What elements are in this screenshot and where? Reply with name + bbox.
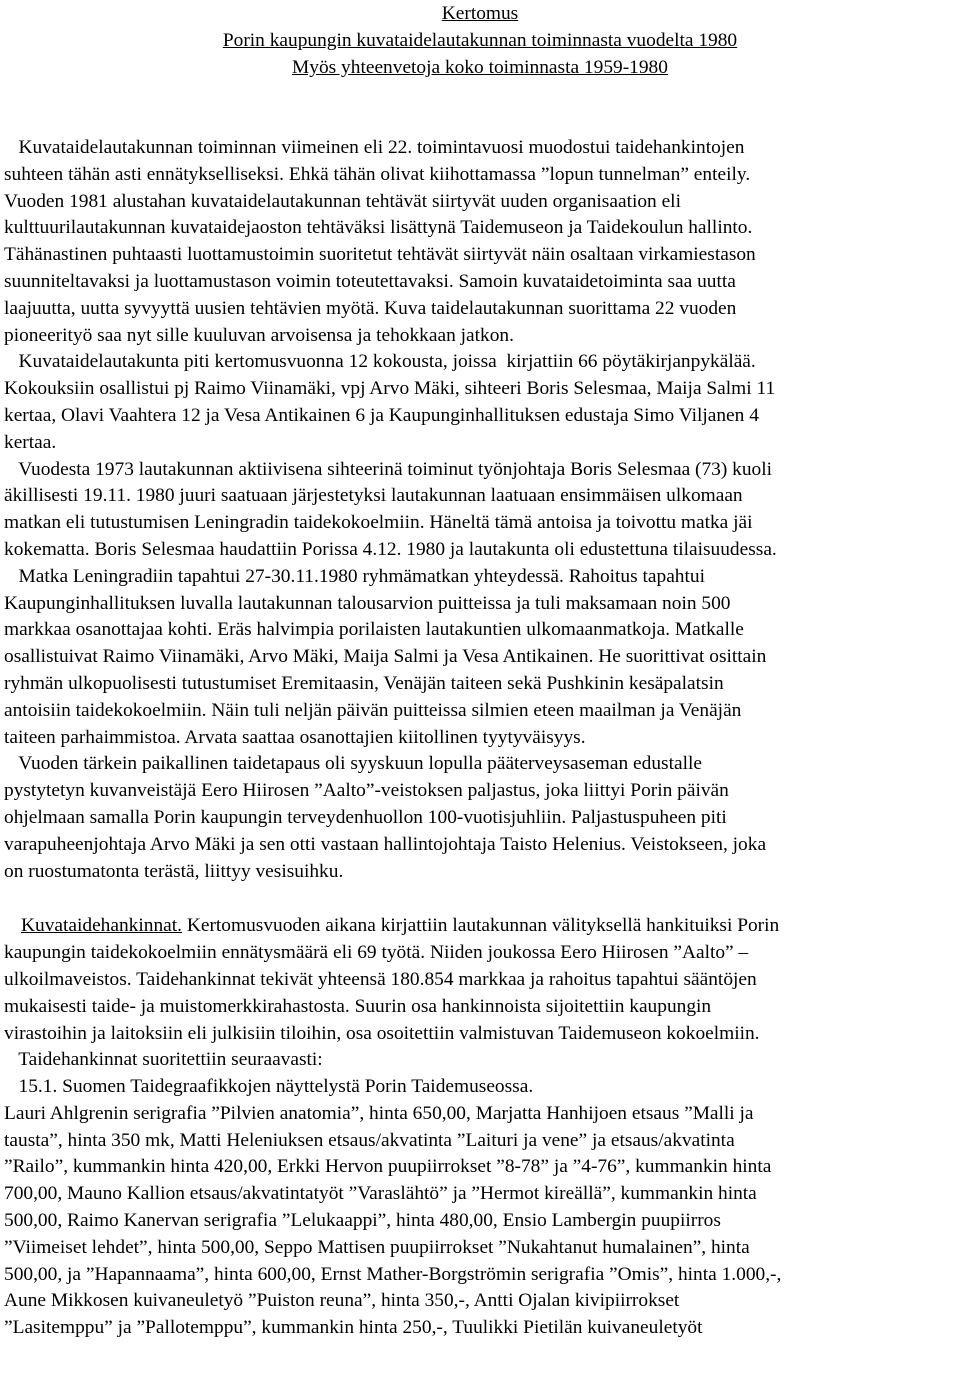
document-heading [4,0,956,81]
body-text-line: pioneerityö saa nyt sille kuuluvan arvoisensa ja tehokkaan jatkon. [4,324,514,346]
report-subtitle-2: Myös yhteenvetoja koko toiminnasta 1959-1980 [292,57,668,78]
body-text-line: Tähänastinen puhtaasti luottamustoimin suoritetut tehtävät siirtyvät näin osaltaan virkamiestason [4,244,756,266]
body-text-line: Kuvataidelautakunnan toiminnan viimeinen eli 22. toimintavuosi muodostui taidehankintojen [4,137,745,158]
section-text-line: Taidehankinnat suoritettiin seuraavasti: [4,1049,323,1071]
body-text-line: varapuheenjohtaja Arvo Mäki ja sen otti vastaan hallintojohtaja Taisto Helenius. Veistokseen, joka [4,833,767,855]
body-text-line: kulttuurilautakunnan kuvataidejaoston tehtäväksi lisättynä Taidemuseon ja Taidekoulun hallinto. [4,217,753,239]
body-text-line: taiteen parhaimmistoa. Arvata saattaa osanottajien kiitollinen tyytyväisyys. [4,726,586,748]
body-text-line: antoisiin taidekokoelmiin. Näin tuli neljän päivän puitteissa silmien eteen maailman ja Venäjän [4,699,742,721]
section-text-line: ”Railo”, kummankin hinta 420,00, Erkki Hervon puupiirrokset ”8-78” ja ”4-76”, kummankin hinta [4,1156,772,1178]
body-text-line: kokematta. Boris Selesmaa haudattiin Porissa 4.12. 1980 ja lautakunta oli edustettuna tilaisuudessa. [4,538,777,560]
section-text-line: ”Viimeiset lehdet”, hinta 500,00, Seppo Mattisen puupiirrokset ”Nukahtanut humalainen”, hinta [4,1236,750,1258]
body-text-line: Vuoden tärkein paikallinen taidetapaus oli syyskuun lopulla pääterveysaseman edustalle [4,753,702,775]
section-text-line: kaupungin taidekokoelmiin ennätysmäärä eli 69 työtä. Niiden joukossa Eero Hiirosen ”Aalto” – [4,942,749,964]
body-text-line: on ruostumatonta terästä, liittyy vesisuihku. [4,860,344,882]
acquisitions-section [4,913,956,1342]
section-text-line: tausta”, hinta 350 mk, Matti Heleniuksen etsaus/akvatinta ”Laituri ja vene” ja etsaus/akvatinta [4,1129,735,1151]
body-text-line: markkaa osanottajaa kohti. Eräs halvimpia porilaisten lautakuntien ulkomaanmatkoja. Matkalle [4,619,744,641]
section-text-line: 500,00, ja ”Hapannaama”, hinta 600,00, Ernst Mather-Borgströmin serigrafia ”Omis”, hinta 1.000,-, [4,1263,782,1285]
body-text-line: suunniteltavaksi ja luottamustason voimin toteutettavaksi. Samoin kuvataidetoiminta saa uutta [4,270,736,292]
body-text-line: ryhmän ulkopuolisesti tutustumiset Eremitaasin, Venäjän taiteen sekä Pushkinin kesäpalatsin [4,672,724,694]
section-text-line: mukaisesti taide- ja muistomerkkirahastosta. Suurin osa hankinnoista sijoitettiin kaupungin [4,995,712,1017]
body-text-line: pystytetyn kuvanveistäjä Eero Hiirosen ”Aalto”-veistoksen paljastus, joka liittyi Porin päivän [4,780,729,802]
section-text-line: Aune Mikkosen kuivaneuletyö ”Puiston reuna”, hinta 350,-, Antti Ojalan kivipiirrokset [4,1290,680,1312]
body-text-line: Vuoden 1981 alustahan kuvataidelautakunnan tehtävät siirtyvät uuden organisaation eli [4,190,681,212]
section-first-line-text: Kertomusvuoden aikana kirjattiin lautakunnan välityksellä hankituiksi Porin [182,915,780,937]
body-text-line: Kokouksiin osallistui pj Raimo Viinamäki, vpj Arvo Mäki, sihteeri Boris Selesmaa, Maija Salmi 11 [4,378,776,400]
body-text-line: kertaa, Olavi Vaahtera 12 ja Vesa Antikainen 6 ja Kaupunginhallituksen edustaja Simo Viljanen 4 [4,404,759,426]
section-text-line: 15.1. Suomen Taidegraafikkojen näyttelystä Porin Taidemuseossa. [4,1076,534,1098]
body-text-line: Kaupunginhallituksen luvalla lautakunnan talousarvion puitteissa ja tuli maksamaan noin 500 [4,592,731,614]
section-text-line: Lauri Ahlgrenin serigrafia ”Pilvien anatomia”, hinta 650,00, Marjatta Hanhijoen etsaus ”Malli ja [4,1102,754,1124]
body-text-line: suhteen tähän asti ennätykselliseksi. Ehkä tähän olivat kiihottamassa ”lopun tunnelman” enteily. [4,163,751,185]
section-text-line: virastoihin ja laitoksiin eli julkisiin tiloihin, osa osoitettiin valmistuvan Taidemuseon kokoelmiin. [4,1022,760,1044]
document-page [4,0,956,1342]
section-text-line: 500,00, Raimo Kanervan serigrafia ”Lelukaappi”, hinta 480,00, Ensio Lambergin puupiirros [4,1210,721,1232]
body-text-line: Kuvataidelautakunta piti kertomusvuonna 12 kokousta, joissa kirjattiin 66 pöytäkirjanpykälää. [4,351,756,373]
body-text-line: ohjelmaan samalla Porin kaupungin terveydenhuollon 100-vuotisjuhliin. Paljastuspuheen piti [4,806,727,828]
body-text-line: laajuutta, uutta syvyyttä uusien tehtävien myötä. Kuva taidelautakunnan suorittama 22 vuoden [4,297,737,319]
body-text-line: osallistuivat Raimo Viinamäki, Arvo Mäki, Maija Salmi ja Vesa Antikainen. He suorittivat osittain [4,646,767,668]
body-text-line: Matka Leningradiin tapahtui 27-30.11.1980 ryhmämatkan yhteydessä. Rahoitus tapahtui [4,565,705,587]
body-paragraphs [4,135,956,885]
section-text-line: 700,00, Mauno Kallion etsaus/akvatintatyöt ”Varaslähtö” ja ”Hermot kireällä”, kummankin hinta [4,1183,757,1205]
body-text-line: äkillisesti 19.11. 1980 juuri saatuaan järjestetyksi lautakunnan laatuaan ensimmäisen ulkomaan [4,485,743,507]
body-text-line: matkan eli tutustumisen Leningradin taidekokoelmiin. Häneltä tämä antoisa ja toivottu matka jäi [4,512,753,534]
acquisitions-lines [4,940,956,1342]
body-text-line: kertaa. [4,431,57,453]
section-text-line: ”Lasitemppu” ja ”Pallotemppu”, kummankin hinta 250,-, Tuulikki Pietilän kuivaneuletyöt [4,1317,703,1339]
report-subtitle-1: Porin kaupungin kuvataidelautakunnan toiminnasta vuodelta 1980 [222,30,738,51]
section-text-line: ulkoilmaveistos. Taidehankinnat tekivät yhteensä 180.854 markkaa ja rahoitus tapahtui sääntöjen [4,968,757,990]
section-heading: Kuvataidehankinnat. [21,915,182,937]
acquisitions-first-line [4,913,956,940]
report-title: Kertomus [441,3,519,24]
body-text-line: Vuodesta 1973 lautakunnan aktiivisena sihteerinä toiminut työnjohtaja Boris Selesmaa (73) kuoli [4,458,773,480]
